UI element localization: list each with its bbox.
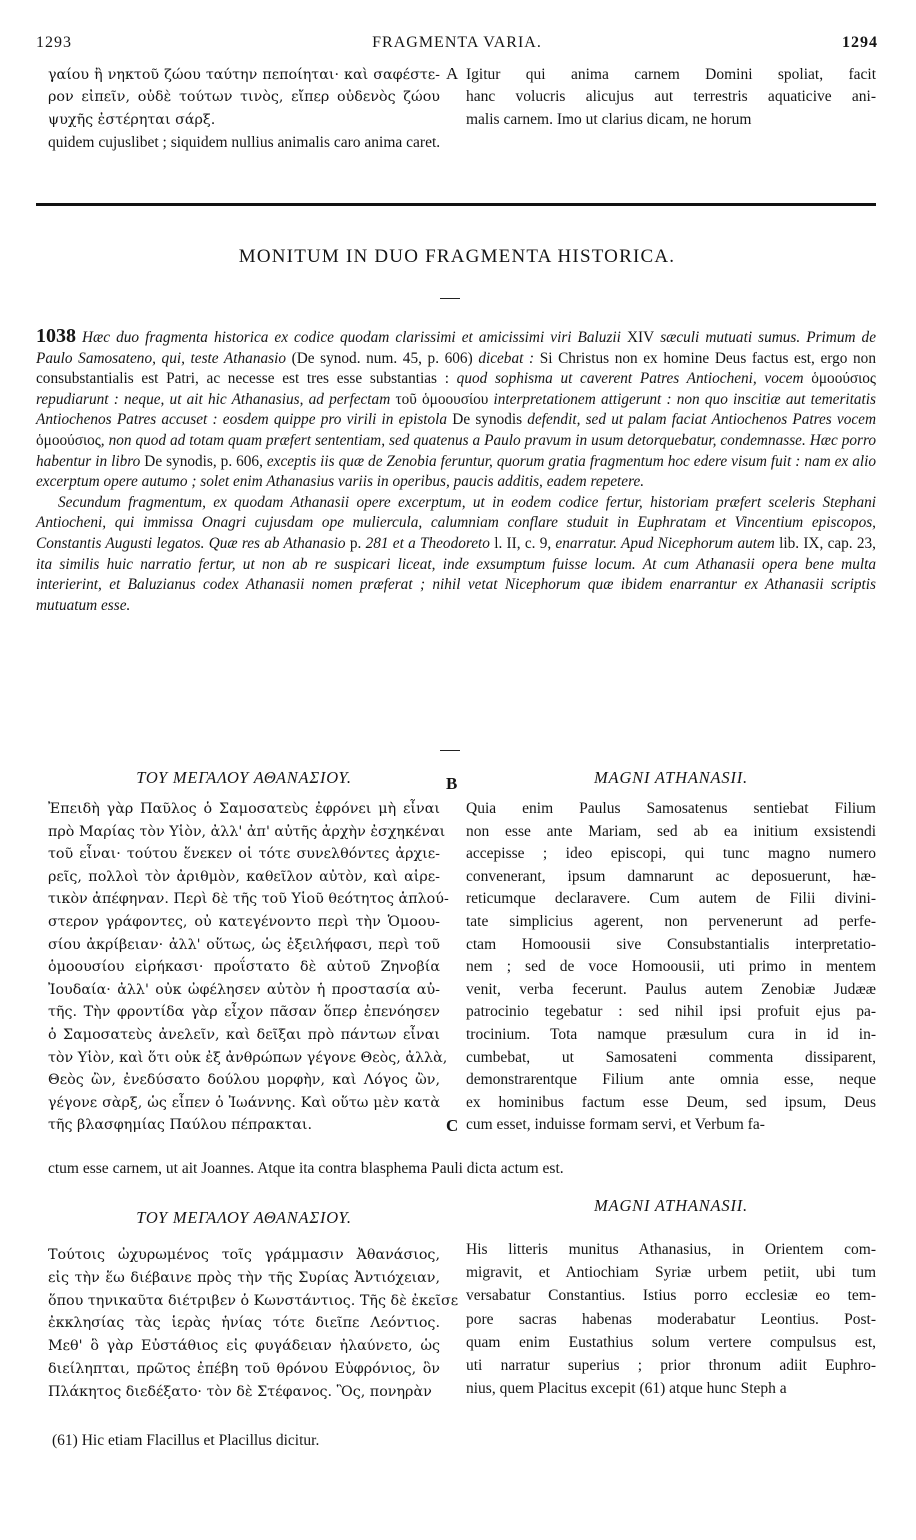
text-line: ὁ Σαμοσατεὺς ἀνελεῖν, καὶ δεῖξαι πρὸ πάντων εἶναι	[48, 1026, 440, 1043]
text-segment: (De synod. num. 45, p. 606)	[291, 349, 479, 367]
text-segment: interpretationem attigerunt : non quo inscitiæ aut temeritatis Antiochenos Patres accuset : eosdem quippe pro virili in epistola	[36, 390, 876, 429]
text-line: ἐκκλησίας τὰς ἱερὰς ἡνίας τότε διεῖπε Λεόντιος.	[48, 1315, 440, 1332]
text-segment: ὁμοούσιος	[811, 370, 876, 388]
text-line: tate simplicius agerent, non pervenerunt ad perfe-	[466, 912, 876, 930]
top-greek-column	[48, 64, 440, 131]
text-line: γαίου ἢ νηκτοῦ ζώου ταύτην πεποίηται· καὶ σαφέστε-	[48, 67, 440, 83]
text-line: τοῦ εἶναι· τούτου ἕνεκεν οἱ τότε συνελθόντες ἀρχιε-	[48, 846, 440, 863]
text-line: hanc volucris alicujus aut terrestris aquaticive ani-	[466, 88, 876, 106]
text-segment: ita similis huic narratio fertur, ut non ab re suspicari liceat, inde exsumptum fuisse locum. At cum Athanasii opera bene multa interierint, et Baluzianus codex Athanasii nomen præferat ; nihil vetat Nicephorum quæ ibidem enarrantur ex Athanasii scriptis mutuatum esse.	[36, 555, 876, 614]
text-segment: , non quod ad totam quam præfert sententiam, sed quatenus a Paulo pravum in usum detorquebatur, condemnasse. Hæc porro habentur in libro	[36, 431, 876, 470]
text-line: malis carnem. Imo ut clarius dicam, ne horum	[466, 110, 752, 128]
margin-marker-c: C	[446, 1116, 459, 1135]
text-line: quam enim Eustathius solum vertere compulsus est,	[466, 1333, 876, 1351]
text-segment: ὁμοούσιος	[36, 431, 101, 449]
page-number-right: 1294	[842, 34, 878, 51]
text-line: ctam Homoousii sive Consubstantialis interpretatio-	[466, 935, 876, 953]
text-segment: De synodis	[452, 411, 523, 429]
text-line: τικὸν ἀπέφηναν. Περὶ δὲ τῆς τοῦ Υἱοῦ θεότητος ἁπλού-	[48, 891, 449, 908]
fragment1-greek-title: ΤΟΥ ΜΕΓΑΛΟΥ ΑΘΑΝΑΣΙΟΥ.	[136, 768, 352, 787]
text-line: His litteris munitus Athanasius, in Orientem com-	[466, 1241, 876, 1258]
text-line: ὅπου τηνικαῦτα διέτριβεν ὁ Κωνστάντιος. Τῆς δὲ ἐκεῖσε	[48, 1292, 459, 1309]
fragment1-latin-title: MAGNI ATHANASII.	[594, 768, 748, 787]
text-line: convenerant, ipsum damnarunt ac deposuerunt, hæ-	[466, 867, 876, 885]
text-segment: l. II, c. 9,	[494, 534, 552, 552]
fragment2-greek-column	[48, 1244, 459, 1404]
margin-marker-b: B	[446, 774, 458, 793]
text-line: nem ; sed de voce Homoousii, uti primo in mentem	[466, 958, 876, 976]
text-line: ψυχῆς ἐστέρηται σάρξ.	[48, 111, 216, 128]
text-line: cum esset, induisse formam servi, et Verbum fa-	[466, 1116, 765, 1134]
text-line: patrocinio tegebatur : sed nihil ipsi profuit ejus pa-	[466, 1003, 876, 1021]
text-line: uti narratur superius ; prior thronum adiit Euphro-	[466, 1357, 876, 1375]
text-segment: p.	[349, 534, 362, 552]
text-line: Τούτοις ὠχυρωμένος τοῖς γράμμασιν Ἀθανάσιος,	[48, 1247, 440, 1263]
text-line: pore sacras habenas moderabatur Leontius. Post-	[466, 1310, 876, 1328]
text-line: Igitur qui anima carnem Domini spoliat, facit	[466, 66, 876, 83]
text-line: ex hominibus factum esse Deum, sed ipsum, Deus	[466, 1093, 876, 1111]
text-segment: et a Theodoreto	[392, 534, 495, 552]
fragment1-latin-column	[466, 798, 876, 1137]
top-latin-column	[466, 64, 876, 131]
fragment2-latin-title: MAGNI ATHANASII.	[594, 1196, 748, 1215]
text-segment: Hæc duo fragmenta historica ex codice quodam clarissimi et amicissimi viri Baluzii	[82, 329, 627, 346]
monitum-body	[36, 326, 876, 616]
text-segment: 281	[361, 534, 393, 552]
text-line: demonstrarentque Filium ante omnia esse, neque	[466, 1071, 876, 1089]
text-segment: exceptis iis quæ de Zenobia feruntur, quorum gratia fragmentum hoc edere visum fuit : nam ex alio excerptum opere autumo ; solet enim Athanasius variis in operibus, paucis additis, eadem repetere.	[36, 452, 877, 491]
text-line: τὸν Υἱὸν, καὶ ὅτι οὐκ ἐξ ἀνθρώπων γέγονε Θεὸς, ἀλλὰ,	[48, 1049, 448, 1066]
page-number-left: 1293	[36, 34, 72, 51]
monitum-title: MONITUM IN DUO FRAGMENTA HISTORICA.	[238, 246, 676, 267]
fragment1-greek-column	[48, 798, 449, 1137]
top-shared-line: quidem cujuslibet ; siquidem nullius animalis caro anima caret.	[48, 134, 441, 151]
monitum-paragraph-1	[36, 326, 876, 493]
text-line: Ἐπειδὴ γὰρ Παῦλος ὁ Σαμοσατεὺς ἐφρόνει μὴ εἶναι	[48, 801, 440, 817]
monitum-paragraph-2	[36, 493, 876, 617]
fragment2-greek-title: ΤΟΥ ΜΕΓΑΛΟΥ ΑΘΑΝΑΣΙΟΥ.	[136, 1208, 352, 1227]
text-line: cumbebat, ut Samosateni commenta dissiparent,	[466, 1048, 876, 1066]
text-line: Θεὸς ὢν, ἐνεδύσατο δούλου μορφὴν, καὶ Λόγος ὢν,	[48, 1072, 440, 1089]
text-line: τῆς βλασφημίας Παύλου πέπρακται.	[48, 1117, 313, 1134]
text-segment: Secundum fragmentum, ex quodam Athanasii opere excerptum, ut in eodem codice fertur, historiam præfert sceleris Stephani Antiocheni, qui immissa Onagri cujusdam ope muliercula, calumniam conflare studuit in Euphratam et Vincentium episcopos, Constantis Augusti legatos. Quæ res ab Athanasio	[36, 493, 876, 552]
section-number: 1038	[36, 325, 76, 347]
text-segment: quod sophisma ut caverent Patres Antiocheni, vocem	[456, 370, 812, 388]
text-line: migravit, et Antiochiam Syriæ urbem petiit, ubi tum	[466, 1264, 876, 1282]
text-segment: lib. IX, cap. 23,	[779, 534, 876, 552]
text-line: non esse ante Mariam, sed ab ea initium exsistendi	[466, 822, 876, 840]
text-line: versabatur Constantius. Istius porro ecclesiæ eo tem-	[466, 1287, 876, 1305]
text-line: σίου ἀκρίβειαν· ἀλλ' οὕτως, ὡς ἐξειλήφασι, περὶ τοῦ	[48, 936, 440, 953]
text-line: ρον εἰπεῖν, οὐδὲ τούτων τινὸς, εἴπερ οὐδενὸς ζώου	[48, 89, 440, 106]
text-segment: XIV	[626, 329, 655, 346]
footnote: (61) Hic etiam Flacillus et Placillus dicitur.	[52, 1432, 320, 1449]
text-segment: De synodis	[144, 452, 213, 470]
text-line: διείληπται, πρῶτος ἐπέβη τοῦ θρόνου Εὐφρόνιος, ὃν	[48, 1360, 440, 1377]
text-line: reticumque declaravere. Cum autem de Filii divini-	[466, 890, 876, 908]
text-line: Πλάκητος διεδέξατο· τὸν δὲ Στέφανος. Ὃς, πονηρὰν	[48, 1383, 432, 1400]
text-segment: enarratur. Apud Nicephorum autem	[551, 534, 780, 552]
running-header	[36, 34, 878, 56]
text-segment: τοῦ ὁμοουσίου	[395, 390, 489, 408]
text-line: Quia enim Paulus Samosatenus sentiebat Filium	[466, 800, 876, 817]
text-line: nius, quem Placitus excepit (61) atque hunc Steph a	[466, 1380, 787, 1398]
text-segment: , p. 606,	[212, 452, 267, 470]
text-segment: repudiarunt : neque, ut ait hic Athanasius, ad perfectam	[36, 390, 396, 408]
text-line: ὁμοουσίου εἰρήκασι· προΐστατο δὲ αὐτοῦ Ζηνοβία	[48, 959, 440, 976]
text-segment: dicebat :	[478, 349, 535, 367]
text-line: τῆς. Τὴν φροντίδα γὰρ εἶχον πᾶσαν ὅπερ ἐπενόησεν	[48, 1004, 440, 1021]
text-segment: sæculi mutuati sumus. Primum de Paulo Samosateno, qui, teste Athanasio	[36, 329, 876, 367]
fragment2-latin-column	[466, 1238, 876, 1400]
text-segment: defendit, sed ut palam faciat Antiochenos Patres vocem	[522, 411, 876, 429]
text-line: Μεθ' ὃ γὰρ Εὐστάθιος εἰς φυγάδειαν ἠλαύνετο, ὡς	[48, 1338, 440, 1355]
text-line: venit, verba fecerunt. Paulus autem Zenobiæ Judææ	[466, 980, 876, 998]
title-separator	[440, 298, 460, 299]
running-title: FRAGMENTA VARIA.	[372, 34, 542, 51]
text-line: γέγονε σὰρξ, ὡς εἶπεν ὁ Ἰωάννης. Καὶ οὕτω μὲν κατὰ	[48, 1094, 440, 1111]
monitum-separator	[440, 750, 460, 751]
text-line: πρὸ Μαρίας τὸν Υἱὸν, ἀλλ' ἀπ' αὐτῆς ἀρχὴν ἐσχηκέναι	[48, 823, 446, 840]
text-line: ρεῖς, πολλοὶ τὸν ἀριθμὸν, καθεῖλον αὐτὸν, καὶ αἱρε-	[48, 868, 440, 885]
fragment1-shared-line: ctum esse carnem, ut ait Joannes. Atque ita contra blasphema Pauli dicta actum est.	[48, 1160, 564, 1177]
text-segment: Si Christus non ex homine Deus factus est, ergo non consubstantialis est Patri, ac necesse est tres esse substantias :	[36, 349, 876, 388]
text-line: εἰς τὴν ἕω διέβαινε πρὸς τὴν τῆς Συρίας Ἀντιόχειαν,	[48, 1269, 440, 1286]
text-line: trocinium. Tota namque præsulum cura in id in-	[466, 1025, 876, 1043]
text-line: στερον γράφοντες, οὐ κατεγένοντο περὶ τὴν Ὁμοου-	[48, 913, 440, 930]
section-rule	[36, 203, 876, 206]
margin-marker-a: A	[446, 64, 459, 83]
text-line: Ἰουδαία· ἀλλ' οὐκ ὠφέλησεν αὐτὸν ἡ προστασία αὐ-	[48, 981, 440, 998]
text-line: accepisse ; ideo episcopi, qui tunc magno numero	[466, 845, 876, 863]
